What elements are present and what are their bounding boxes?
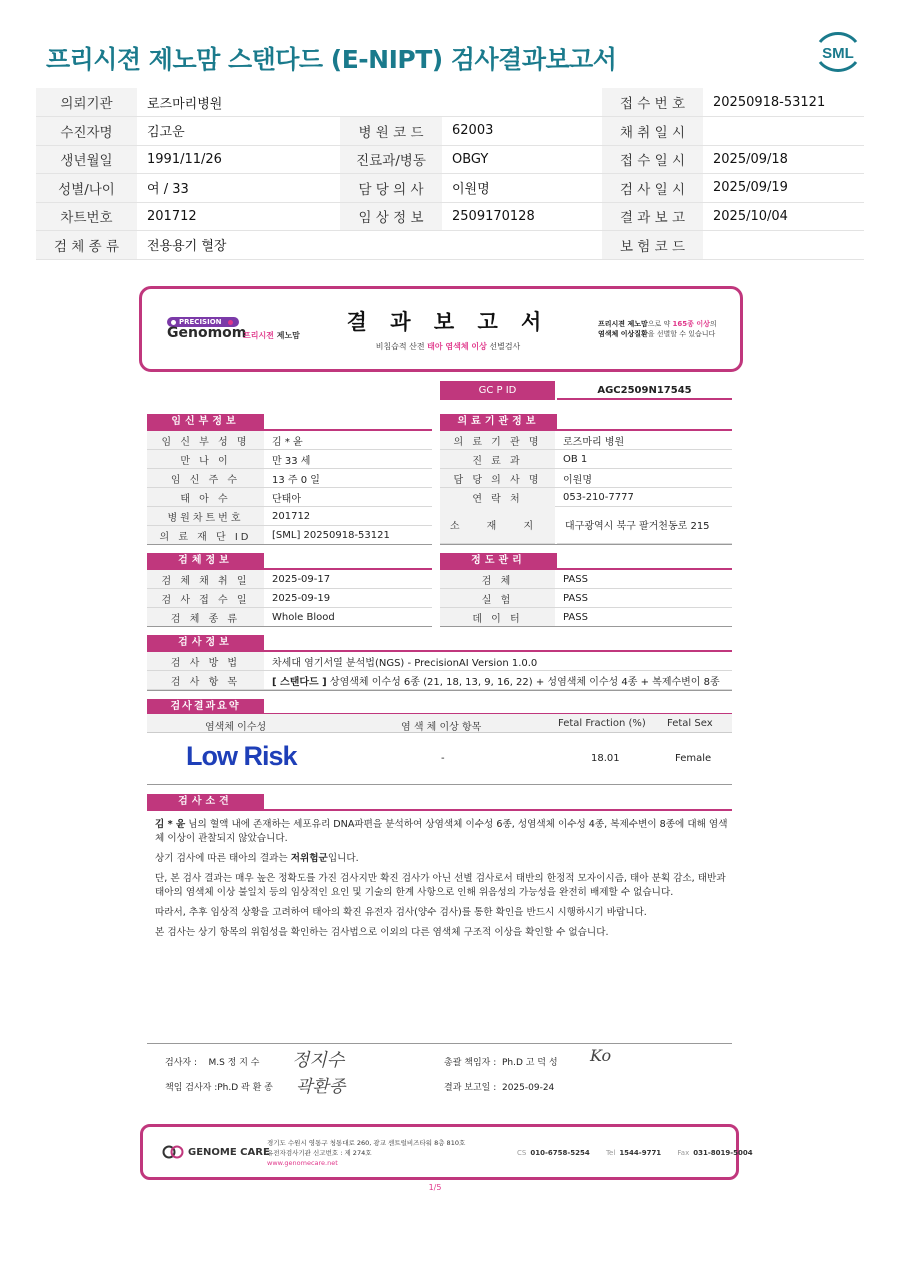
row-label: 검 사 접 수 일	[147, 589, 264, 607]
info-value: 전용용기 혈장	[137, 231, 340, 260]
info-value: OBGY	[442, 145, 602, 174]
info-row	[440, 469, 732, 488]
precision-badge: PRECISION	[167, 317, 239, 327]
row-label: 실 험	[440, 589, 555, 607]
risk-result: Low Risk	[186, 741, 297, 771]
test-items-row: 검 사 항 목 [ 스탠다드 ] 상염색체 이수성 6종 (21, 18, 13, 9, 16, 22) + 성염색체 이수성 4종 + 복제수변이 8종	[147, 671, 732, 690]
info-label: 수진자명	[36, 117, 137, 146]
row-value: [SML] 20250918-53121	[272, 529, 390, 541]
opinion-paragraph-1: 김 * 윤 님의 혈액 내에 존재하는 세포유리 DNA파편을 분석하여 상염색체 이수성 6종, 성염색체 이수성 4종, 복제수변이 8종에 대해 염색체 이상이 관찰되지 않았습니다.	[155, 819, 728, 844]
row-value: PASS	[563, 611, 588, 623]
row-label: 임 신 부 성 명	[147, 431, 264, 449]
info-value: 2025/10/04	[703, 202, 864, 231]
opinion-title: 검사소견	[147, 794, 264, 810]
row-label: 병원차트번호	[147, 507, 264, 525]
info-row	[440, 488, 732, 507]
report-note: 프리시젼 제노맘으로 약 165종 이상의 염색체 이상질환을 선별할 수 있습니다	[598, 320, 717, 338]
info-row	[440, 431, 732, 450]
info-value: 이원명	[442, 174, 602, 203]
specimen-info-title: 검체정보	[147, 553, 264, 569]
pregnant-info-title: 임신부정보	[147, 414, 264, 430]
tester-signature: 정지수	[292, 1050, 345, 1071]
row-value: 2025-09-17	[272, 573, 331, 585]
col-aneuploidy: 염색체 이수성	[205, 722, 267, 733]
gcpid-value: AGC2509N17545	[557, 381, 732, 400]
patient-info-table	[36, 88, 864, 260]
info-value: 2025/09/18	[703, 145, 864, 174]
info-value	[442, 231, 602, 260]
info-row	[147, 608, 432, 627]
info-row	[36, 145, 864, 174]
lead-tester-line: 책임 검사자 :Ph.D 곽 환 종	[165, 1083, 273, 1093]
info-label: 검 사 일 시	[602, 174, 703, 203]
info-label: 보 험 코 드	[602, 231, 703, 260]
row-label: 담 당 의 사 명	[440, 469, 555, 487]
info-row	[440, 450, 732, 469]
info-label: 진료과/병동	[340, 145, 442, 174]
info-row	[147, 589, 432, 608]
report-title: 결 과 보 고 서	[346, 310, 550, 334]
table-bottom-line	[147, 690, 732, 691]
fetal-fraction-value: 18.01	[591, 753, 620, 764]
report-date-line: 결과 보고일 : 2025-09-24	[444, 1083, 555, 1093]
row-label: 태 아 수	[147, 488, 264, 506]
info-label: 성별/나이	[36, 174, 137, 203]
chief-signature: Ko	[590, 1046, 612, 1065]
info-label: 검 체 종 류	[36, 231, 137, 260]
result-header-row	[147, 714, 732, 733]
col-fetal-fraction: Fetal Fraction (%)	[558, 718, 646, 729]
info-label: 생년월일	[36, 145, 137, 174]
row-value: PASS	[563, 573, 588, 585]
row-label: 진 료 과	[440, 450, 555, 468]
info-row	[36, 88, 864, 117]
info-label: 채 취 일 시	[602, 117, 703, 146]
signature-divider	[147, 1043, 732, 1044]
info-value: 201712	[137, 202, 340, 231]
info-row	[36, 231, 864, 260]
row-label: 의 료 재 단 ID	[147, 526, 264, 544]
info-label: 담 당 의 사	[340, 174, 442, 203]
info-value: 1991/11/26	[137, 145, 340, 174]
info-value: 2025/09/19	[703, 174, 864, 203]
info-value	[703, 117, 864, 146]
table-bottom-line	[147, 784, 732, 785]
opinion-paragraph-2: 상기 검사에 따른 태아의 결과는 저위험군입니다.	[155, 853, 359, 864]
info-row	[440, 608, 732, 627]
info-row	[440, 570, 732, 589]
info-label	[340, 231, 442, 260]
row-label: 의 료 기 관 명	[440, 431, 555, 449]
row-value: 053-210-7777	[563, 491, 634, 503]
info-row	[36, 117, 864, 146]
table-bottom-line	[147, 626, 432, 627]
info-row	[440, 589, 732, 608]
row-label: 연 락 처	[440, 488, 555, 506]
row-label: 만 나 이	[147, 450, 264, 468]
footer-contact: CS 010-6758-5254 Tel 1544-9771 Fax 031-8019-5004	[517, 1149, 753, 1157]
table-bottom-line	[440, 626, 732, 627]
tester-line: 검사자 : M.S 정 지 수	[165, 1058, 260, 1068]
row-value: 2025-09-19	[272, 592, 331, 604]
info-label: 접 수 일 시	[602, 145, 703, 174]
info-row	[147, 570, 432, 589]
info-row	[147, 469, 432, 488]
abnormal-items-value: -	[441, 753, 445, 764]
gcpid-label: GC P ID	[440, 381, 555, 400]
report-subtitle: 비침습적 산전 태아 염색체 이상 선별검사	[375, 342, 521, 351]
row-value: 단태아	[272, 493, 301, 505]
test-info-title: 검사정보	[147, 635, 264, 651]
info-value	[703, 231, 864, 260]
row-value: OB 1	[563, 453, 588, 465]
row-label: 임 신 주 수	[147, 469, 264, 487]
result-summary-title: 검사결과요약	[147, 699, 264, 715]
sml-logo-icon	[812, 28, 864, 76]
info-row	[36, 174, 864, 203]
info-label: 의뢰기관	[36, 88, 137, 117]
col-fetal-sex: Fetal Sex	[667, 718, 713, 729]
info-row	[147, 431, 432, 450]
svg-text:SML: SML	[822, 45, 854, 62]
website-link[interactable]: www.genomecare.net	[267, 1159, 338, 1167]
row-label: 검 체	[440, 570, 555, 588]
row-label: 검 체 채 취 일	[147, 570, 264, 588]
table-bottom-line	[440, 544, 732, 545]
row-label: 검 체 종 류	[147, 608, 264, 626]
chief-line: 총괄 책임자 : Ph.D 고 덕 성	[444, 1058, 558, 1068]
fetal-sex-value: Female	[675, 753, 712, 764]
row-value: PASS	[563, 592, 588, 604]
address-label: 소 재 지	[440, 506, 555, 544]
info-value: 20250918-53121	[703, 88, 864, 117]
info-value: 2509170128	[442, 202, 602, 231]
row-value: 로즈마리 병원	[563, 436, 625, 448]
section-divider	[147, 809, 732, 811]
qc-info-title: 정도관리	[440, 553, 557, 569]
info-label: 접 수 번 호	[602, 88, 703, 117]
row-value: 13 주 0 일	[272, 474, 320, 486]
info-label: 병 원 코 드	[340, 117, 442, 146]
opinion-paragraph-4: 따라서, 추후 임상적 상황을 고려하여 태아의 확진 유전자 검사(양수 검사)를 통한 확인을 반드시 시행하시기 바랍니다.	[155, 907, 647, 918]
brand-subtitle: 프리시젼 제노맘	[243, 331, 300, 340]
info-value: 로즈마리병원	[137, 88, 340, 117]
genome-care-icon	[162, 1145, 184, 1159]
info-value: 62003	[442, 117, 602, 146]
info-row	[36, 202, 864, 231]
row-value: 김 * 윤	[272, 436, 303, 448]
row-value: 이원명	[563, 474, 592, 486]
info-value: 김고운	[137, 117, 340, 146]
page-title: 프리시젼 제노맘 스탠다드 (E-NIPT) 검사결과보고서	[46, 45, 617, 74]
page-number: 1/5	[428, 1183, 442, 1192]
info-value	[442, 88, 602, 117]
row-label: 데 이 터	[440, 608, 555, 626]
row-value: Whole Blood	[272, 611, 335, 623]
opinion-paragraph-3: 단, 본 검사 결과는 매우 높은 정확도를 가진 검사지만 확진 검사가 아닌 선별 검사로서 태반의 한정적 모자이시즘, 태아 분획 감소, 태반과 태아의 염색체 이상 불일치 등의 임상적인 요인 및 기술의 한계 사항으로 인해 위음성의 가능성을 완전히 배제할 수 없습니다.	[155, 873, 726, 898]
genomom-logo: Genomom	[167, 325, 247, 341]
info-label: 결 과 보 고	[602, 202, 703, 231]
genome-care-logo: GENOME CARE	[162, 1145, 270, 1159]
info-label: 차트번호	[36, 202, 137, 231]
info-value: 여 / 33	[137, 174, 340, 203]
row-value: 만 33 세	[272, 455, 311, 467]
opinion-paragraph-5: 본 검사는 상기 항목의 위험성을 확인하는 검사법으로 이외의 다른 염색체 구조적 이상을 확인할 수 없습니다.	[155, 927, 609, 938]
info-label	[340, 88, 442, 117]
row-value: 201712	[272, 510, 311, 522]
info-label: 임 상 정 보	[340, 202, 442, 231]
info-row	[147, 488, 432, 507]
table-bottom-line	[147, 544, 432, 545]
address-value: 대구광역시 북구 팔거천동로 215	[557, 506, 732, 544]
col-abnormal-items: 염 색 체 이상 항목	[401, 722, 482, 733]
info-row	[147, 507, 432, 526]
info-row	[147, 450, 432, 469]
lead-signature: 곽환종	[296, 1077, 346, 1097]
info-row	[147, 526, 432, 545]
test-method-row: 검 사 방 법 차세대 염기서열 분석법(NGS) - PrecisionAI Version 1.0.0	[147, 652, 732, 671]
footer-address: 경기도 수원시 영통구 청통대로 260, 광교 센트럴비즈타워 8층 810호 유전자검사기관 신고번호 : 제 274호 www.genomecare.net	[267, 1139, 466, 1167]
institution-info-title: 의료기관정보	[440, 414, 557, 430]
